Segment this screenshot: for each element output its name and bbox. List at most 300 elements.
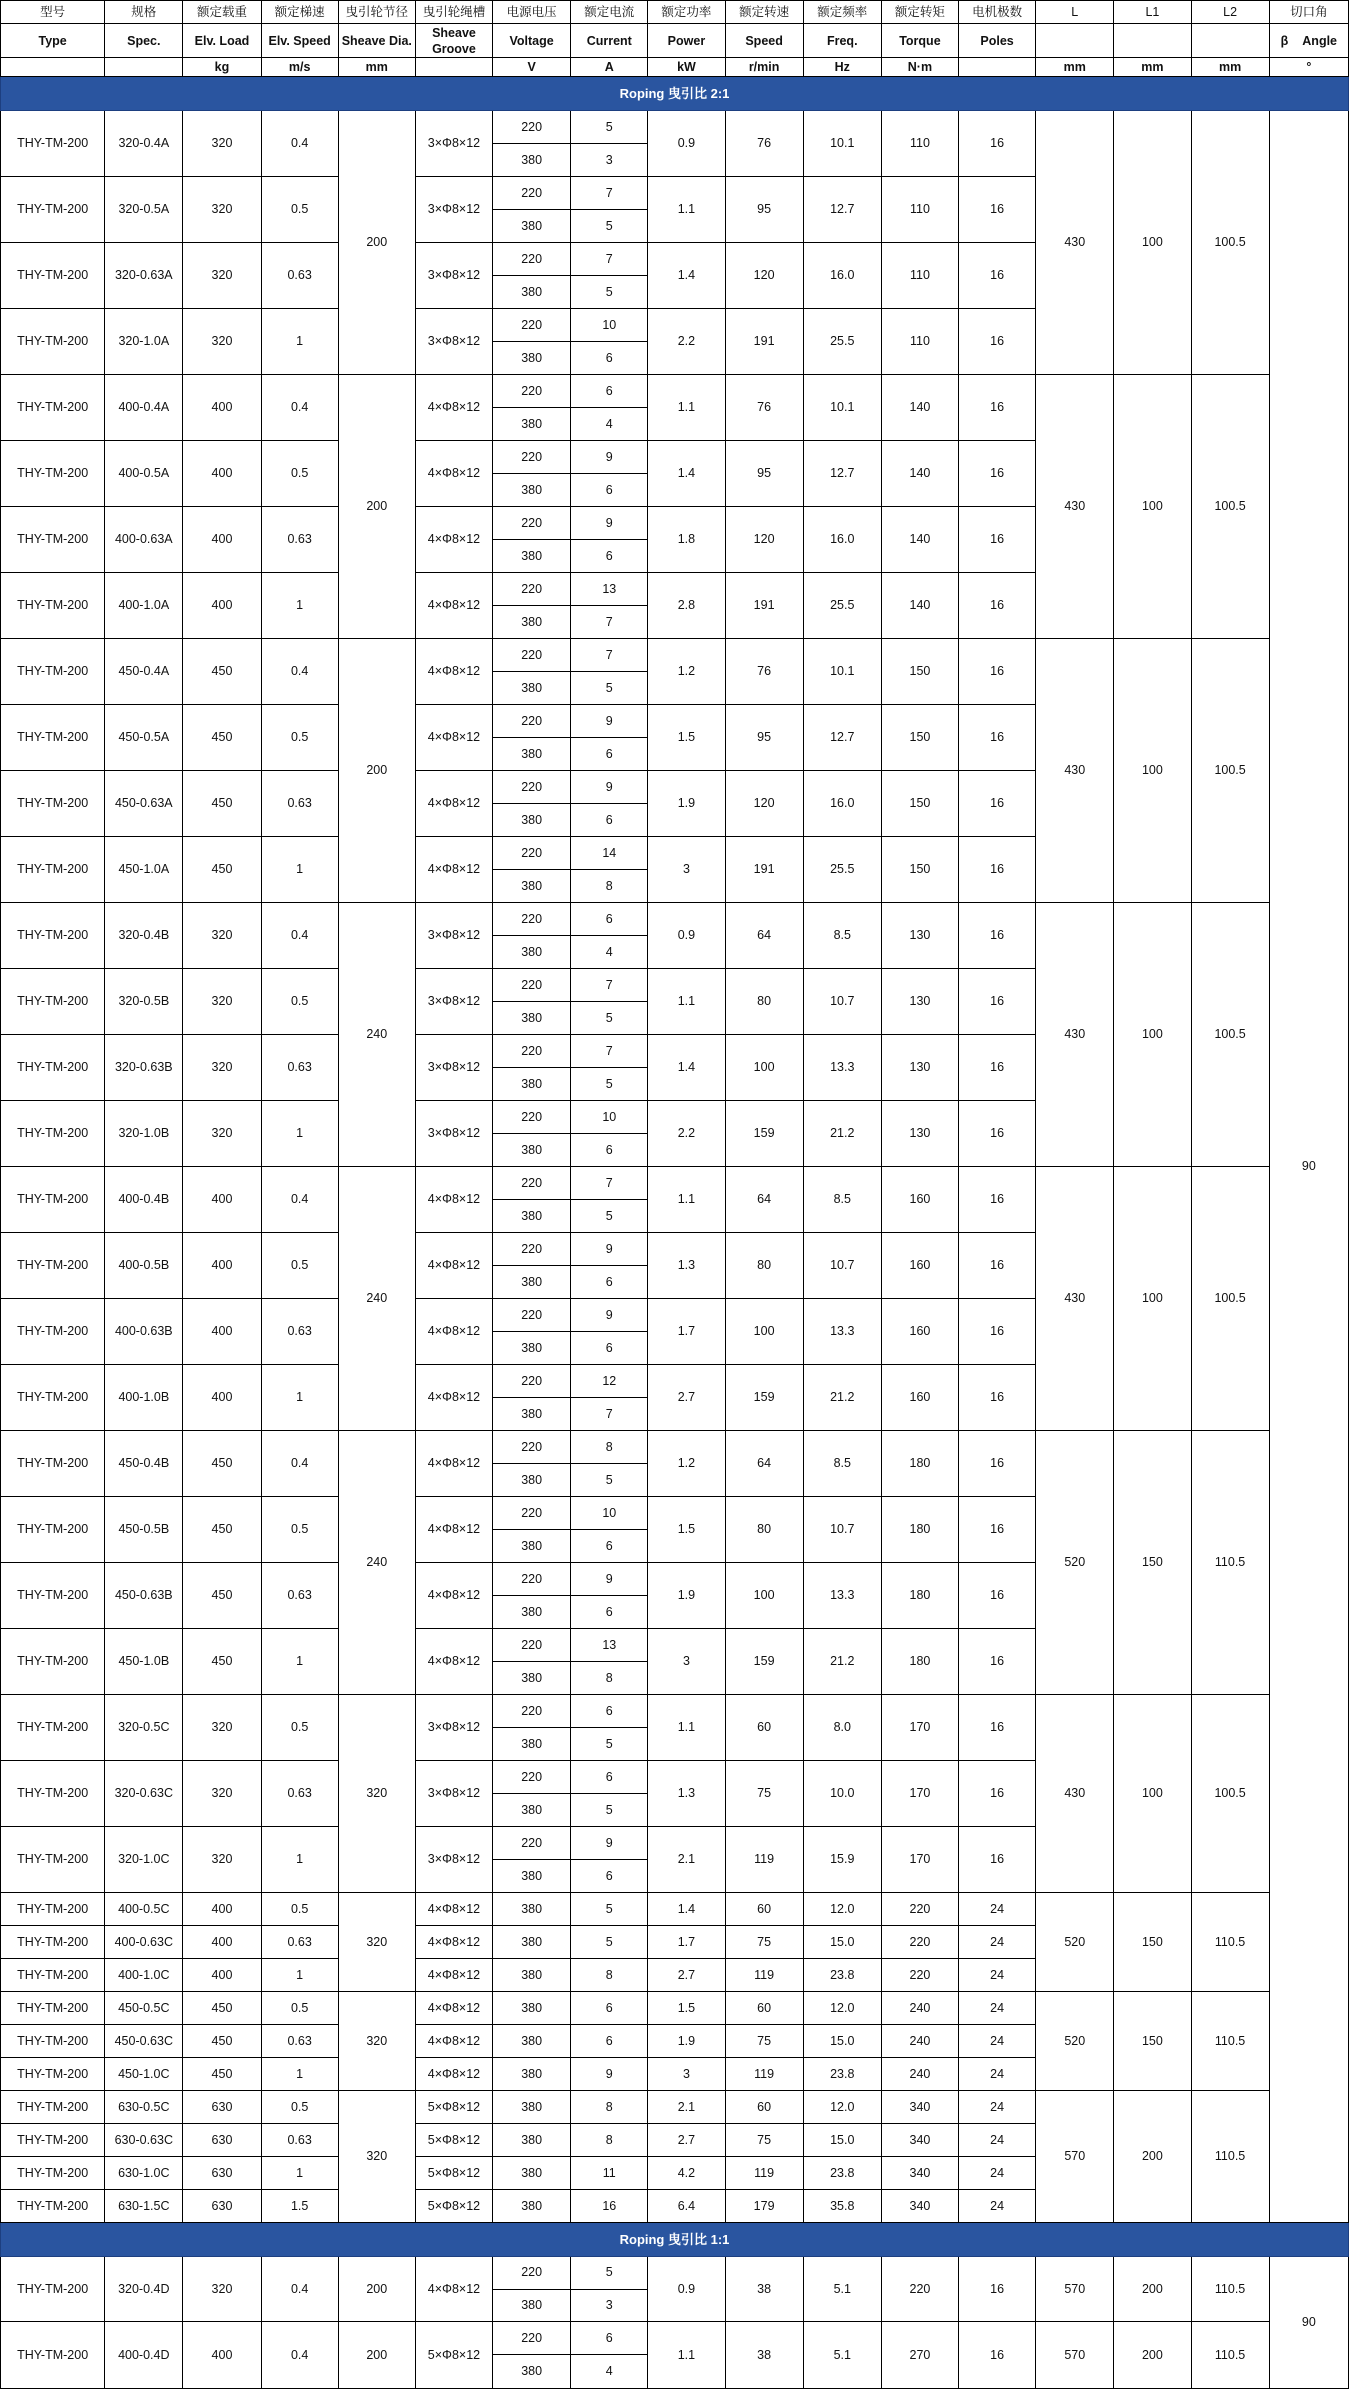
- torque-cell: 150: [881, 705, 958, 771]
- sheave-groove-cell: 3×Φ8×12: [415, 243, 492, 309]
- current-cell: 8: [571, 1959, 648, 1992]
- dim-L-cell: 520: [1036, 1431, 1114, 1695]
- power-cell: 2.2: [648, 309, 725, 375]
- sheave-dia-cell: 320: [338, 2091, 415, 2223]
- sheave-dia-cell: 240: [338, 1431, 415, 1695]
- current-cell: 10: [571, 309, 648, 342]
- spec-cell: 400-0.5B: [105, 1233, 183, 1299]
- current-cell: 4: [571, 408, 648, 441]
- sheave-groove-cell: 4×Φ8×12: [415, 1992, 492, 2025]
- voltage-cell: 380: [493, 1992, 571, 2025]
- current-cell: 9: [571, 1299, 648, 1332]
- current-cell: 6: [571, 1761, 648, 1794]
- header-cn-cell: L1: [1114, 1, 1191, 24]
- power-cell: 2.2: [648, 1101, 725, 1167]
- current-cell: 9: [571, 771, 648, 804]
- current-cell: 6: [571, 342, 648, 375]
- torque-cell: 150: [881, 771, 958, 837]
- torque-cell: 240: [881, 2058, 958, 2091]
- freq-cell: 15.9: [803, 1827, 881, 1893]
- voltage-cell: 380: [493, 276, 571, 309]
- torque-cell: 340: [881, 2190, 958, 2223]
- poles-cell: 24: [959, 2157, 1036, 2190]
- voltage-cell: 220: [493, 1497, 571, 1530]
- freq-cell: 5.1: [803, 2256, 881, 2322]
- current-cell: 13: [571, 1629, 648, 1662]
- speed-cell: 0.63: [261, 1035, 338, 1101]
- dim-L2-cell: 110.5: [1191, 1431, 1269, 1695]
- voltage-cell: 220: [493, 2256, 571, 2289]
- sheave-groove-cell: 4×Φ8×12: [415, 1563, 492, 1629]
- rpm-cell: 100: [725, 1035, 803, 1101]
- torque-cell: 140: [881, 507, 958, 573]
- poles-cell: 16: [959, 1035, 1036, 1101]
- type-cell: THY-TM-200: [1, 837, 105, 903]
- freq-cell: 13.3: [803, 1035, 881, 1101]
- unit-cell: kW: [648, 58, 725, 77]
- type-cell: THY-TM-200: [1, 2124, 105, 2157]
- speed-cell: 0.4: [261, 2322, 338, 2389]
- sheave-dia-cell: 320: [338, 1893, 415, 1992]
- freq-cell: 21.2: [803, 1629, 881, 1695]
- voltage-cell: 220: [493, 705, 571, 738]
- voltage-cell: 220: [493, 639, 571, 672]
- dim-L1-cell: 200: [1114, 2091, 1191, 2223]
- spec-cell: 450-0.4A: [105, 639, 183, 705]
- type-cell: THY-TM-200: [1, 2256, 105, 2322]
- current-cell: 7: [571, 1035, 648, 1068]
- current-cell: 6: [571, 540, 648, 573]
- current-cell: 5: [571, 2256, 648, 2289]
- dim-L2-cell: 110.5: [1191, 2091, 1269, 2223]
- power-cell: 3: [648, 837, 725, 903]
- load-cell: 400: [183, 1959, 261, 1992]
- power-cell: 1.9: [648, 2025, 725, 2058]
- power-cell: 1.5: [648, 1992, 725, 2025]
- sheave-groove-cell: 3×Φ8×12: [415, 1827, 492, 1893]
- speed-cell: 1: [261, 1629, 338, 1695]
- spec-cell: 320-1.0A: [105, 309, 183, 375]
- voltage-cell: 220: [493, 375, 571, 408]
- poles-cell: 24: [959, 1992, 1036, 2025]
- sheave-groove-cell: 4×Φ8×12: [415, 573, 492, 639]
- spec-cell: 400-0.4B: [105, 1167, 183, 1233]
- power-cell: 1.4: [648, 243, 725, 309]
- sheave-groove-cell: 4×Φ8×12: [415, 2058, 492, 2091]
- header-row-en: [1, 24, 1349, 58]
- type-cell: THY-TM-200: [1, 507, 105, 573]
- spec-cell: 400-0.63C: [105, 1926, 183, 1959]
- voltage-cell: 220: [493, 1761, 571, 1794]
- type-cell: THY-TM-200: [1, 1827, 105, 1893]
- spec-cell: 400-0.63A: [105, 507, 183, 573]
- rpm-cell: 120: [725, 243, 803, 309]
- sheave-groove-cell: 5×Φ8×12: [415, 2091, 492, 2124]
- torque-cell: 170: [881, 1695, 958, 1761]
- type-cell: THY-TM-200: [1, 639, 105, 705]
- spec-cell: 320-0.63A: [105, 243, 183, 309]
- voltage-cell: 220: [493, 1035, 571, 1068]
- spec-cell: 450-1.0A: [105, 837, 183, 903]
- spec-cell: 400-0.5C: [105, 1893, 183, 1926]
- sheave-dia-cell: 320: [338, 1695, 415, 1893]
- power-cell: 1.3: [648, 1233, 725, 1299]
- current-cell: 5: [571, 276, 648, 309]
- freq-cell: 16.0: [803, 771, 881, 837]
- sheave-groove-cell: 4×Φ8×12: [415, 705, 492, 771]
- power-cell: 2.8: [648, 573, 725, 639]
- load-cell: 450: [183, 837, 261, 903]
- header-en-cell: Elv. Load: [183, 24, 261, 58]
- dim-L1-cell: 100: [1114, 375, 1191, 639]
- power-cell: 3: [648, 2058, 725, 2091]
- current-cell: 13: [571, 573, 648, 606]
- load-cell: 450: [183, 705, 261, 771]
- torque-cell: 110: [881, 111, 958, 177]
- unit-cell: mm: [1191, 58, 1269, 77]
- rpm-cell: 76: [725, 639, 803, 705]
- header-en-cell: Freq.: [803, 24, 881, 58]
- poles-cell: 16: [959, 639, 1036, 705]
- speed-cell: 0.63: [261, 1926, 338, 1959]
- dim-L-cell: 430: [1036, 375, 1114, 639]
- beta-symbol: β: [1280, 33, 1289, 48]
- current-cell: 5: [571, 672, 648, 705]
- current-cell: 6: [571, 1134, 648, 1167]
- dim-L2-cell: 100.5: [1191, 111, 1269, 375]
- header-cn-cell: 额定转速: [725, 1, 803, 24]
- dim-L2-cell: 100.5: [1191, 375, 1269, 639]
- roping-section-title: Roping 曳引比 2:1: [1, 77, 1349, 111]
- power-cell: 1.1: [648, 375, 725, 441]
- sheave-groove-cell: 3×Φ8×12: [415, 309, 492, 375]
- load-cell: 400: [183, 1893, 261, 1926]
- current-cell: 7: [571, 606, 648, 639]
- speed-cell: 0.4: [261, 2256, 338, 2322]
- sheave-groove-cell: 4×Φ8×12: [415, 441, 492, 507]
- freq-cell: 25.5: [803, 837, 881, 903]
- freq-cell: 15.0: [803, 2025, 881, 2058]
- type-cell: THY-TM-200: [1, 1299, 105, 1365]
- sheave-dia-cell: 320: [338, 1992, 415, 2091]
- power-cell: 1.8: [648, 507, 725, 573]
- load-cell: 320: [183, 177, 261, 243]
- sheave-groove-cell: 4×Φ8×12: [415, 837, 492, 903]
- rpm-cell: 119: [725, 2157, 803, 2190]
- current-cell: 9: [571, 507, 648, 540]
- poles-cell: 16: [959, 309, 1036, 375]
- speed-cell: 0.63: [261, 2025, 338, 2058]
- sheave-groove-cell: 5×Φ8×12: [415, 2124, 492, 2157]
- type-cell: THY-TM-200: [1, 1431, 105, 1497]
- voltage-cell: 220: [493, 1365, 571, 1398]
- type-cell: THY-TM-200: [1, 1926, 105, 1959]
- rpm-cell: 191: [725, 573, 803, 639]
- dim-L2-cell: 110.5: [1191, 2322, 1269, 2389]
- header-cn-cell: 型号: [1, 1, 105, 24]
- power-cell: 6.4: [648, 2190, 725, 2223]
- spec-cell: 630-1.0C: [105, 2157, 183, 2190]
- current-cell: 6: [571, 1530, 648, 1563]
- torque-cell: 140: [881, 375, 958, 441]
- torque-cell: 160: [881, 1167, 958, 1233]
- type-cell: THY-TM-200: [1, 1365, 105, 1431]
- voltage-cell: 380: [493, 2157, 571, 2190]
- load-cell: 320: [183, 2256, 261, 2322]
- dim-L2-cell: 100.5: [1191, 903, 1269, 1167]
- speed-cell: 1: [261, 1365, 338, 1431]
- poles-cell: 16: [959, 2322, 1036, 2389]
- speed-cell: 0.5: [261, 1695, 338, 1761]
- spec-cell: 630-1.5C: [105, 2190, 183, 2223]
- current-cell: 8: [571, 2091, 648, 2124]
- type-cell: THY-TM-200: [1, 705, 105, 771]
- poles-cell: 16: [959, 1167, 1036, 1233]
- spec-cell: 450-0.5A: [105, 705, 183, 771]
- load-cell: 400: [183, 441, 261, 507]
- speed-cell: 0.63: [261, 1563, 338, 1629]
- unit-cell: Hz: [803, 58, 881, 77]
- poles-cell: 24: [959, 2025, 1036, 2058]
- dim-L-cell: 570: [1036, 2256, 1114, 2322]
- speed-cell: 0.5: [261, 1497, 338, 1563]
- poles-cell: 24: [959, 2124, 1036, 2157]
- unit-cell: [959, 58, 1036, 77]
- table-row: [1, 2256, 1349, 2289]
- header-en-cell: Speed: [725, 24, 803, 58]
- freq-cell: 12.0: [803, 2091, 881, 2124]
- speed-cell: 1: [261, 1101, 338, 1167]
- speed-cell: 0.63: [261, 1761, 338, 1827]
- header-en-cell: Sheave Dia.: [338, 24, 415, 58]
- header-en-cell: Type: [1, 24, 105, 58]
- dim-L1-cell: 150: [1114, 1992, 1191, 2091]
- speed-cell: 0.63: [261, 771, 338, 837]
- current-cell: 4: [571, 2355, 648, 2389]
- poles-cell: 16: [959, 837, 1036, 903]
- sheave-groove-cell: 4×Φ8×12: [415, 1926, 492, 1959]
- sheave-groove-cell: 3×Φ8×12: [415, 177, 492, 243]
- freq-cell: 12.0: [803, 1893, 881, 1926]
- load-cell: 320: [183, 969, 261, 1035]
- torque-cell: 150: [881, 837, 958, 903]
- freq-cell: 12.0: [803, 1992, 881, 2025]
- voltage-cell: 220: [493, 441, 571, 474]
- table-row: [1, 1992, 1349, 2025]
- poles-cell: 16: [959, 1299, 1036, 1365]
- power-cell: 1.2: [648, 1431, 725, 1497]
- dim-L1-cell: 200: [1114, 2256, 1191, 2322]
- spec-cell: 450-0.4B: [105, 1431, 183, 1497]
- voltage-cell: 380: [493, 144, 571, 177]
- rpm-cell: 75: [725, 2124, 803, 2157]
- current-cell: 7: [571, 243, 648, 276]
- voltage-cell: 220: [493, 1431, 571, 1464]
- cut-angle-cell: 90: [1269, 111, 1348, 2223]
- torque-cell: 160: [881, 1233, 958, 1299]
- unit-cell: mm: [1114, 58, 1191, 77]
- unit-cell: [415, 58, 492, 77]
- voltage-cell: 220: [493, 309, 571, 342]
- poles-cell: 16: [959, 1497, 1036, 1563]
- poles-cell: 16: [959, 1761, 1036, 1827]
- sheave-groove-cell: 5×Φ8×12: [415, 2322, 492, 2389]
- dim-L2-cell: 100.5: [1191, 639, 1269, 903]
- rpm-cell: 60: [725, 1695, 803, 1761]
- header-cn-cell: 额定电流: [571, 1, 648, 24]
- dim-L1-cell: 100: [1114, 903, 1191, 1167]
- freq-cell: 25.5: [803, 573, 881, 639]
- rpm-cell: 64: [725, 1167, 803, 1233]
- current-cell: 6: [571, 804, 648, 837]
- dim-L-cell: 570: [1036, 2091, 1114, 2223]
- type-cell: THY-TM-200: [1, 2025, 105, 2058]
- speed-cell: 0.4: [261, 375, 338, 441]
- voltage-cell: 380: [493, 1134, 571, 1167]
- cut-angle-cell: 90: [1269, 2256, 1348, 2388]
- voltage-cell: 220: [493, 177, 571, 210]
- torque-cell: 160: [881, 1365, 958, 1431]
- rpm-cell: 119: [725, 2058, 803, 2091]
- sheave-groove-cell: 4×Φ8×12: [415, 1629, 492, 1695]
- power-cell: 1.1: [648, 1695, 725, 1761]
- power-cell: 2.7: [648, 1959, 725, 1992]
- speed-cell: 0.5: [261, 1233, 338, 1299]
- type-cell: THY-TM-200: [1, 243, 105, 309]
- rpm-cell: 75: [725, 2025, 803, 2058]
- voltage-cell: 220: [493, 111, 571, 144]
- sheave-groove-cell: 4×Φ8×12: [415, 1959, 492, 1992]
- spec-cell: 450-0.5C: [105, 1992, 183, 2025]
- torque-cell: 140: [881, 573, 958, 639]
- rpm-cell: 60: [725, 1893, 803, 1926]
- table-row: [1, 2322, 1349, 2355]
- type-cell: THY-TM-200: [1, 1629, 105, 1695]
- dim-L2-cell: 100.5: [1191, 1167, 1269, 1431]
- current-cell: 7: [571, 177, 648, 210]
- spec-cell: 320-1.0B: [105, 1101, 183, 1167]
- poles-cell: 24: [959, 2058, 1036, 2091]
- torque-cell: 240: [881, 2025, 958, 2058]
- voltage-cell: 220: [493, 1233, 571, 1266]
- current-cell: 6: [571, 375, 648, 408]
- voltage-cell: 380: [493, 540, 571, 573]
- current-cell: 4: [571, 936, 648, 969]
- type-cell: THY-TM-200: [1, 1992, 105, 2025]
- speed-cell: 0.4: [261, 1167, 338, 1233]
- poles-cell: 16: [959, 771, 1036, 837]
- torque-cell: 180: [881, 1497, 958, 1563]
- freq-cell: 12.7: [803, 177, 881, 243]
- voltage-cell: 220: [493, 1629, 571, 1662]
- speed-cell: 1.5: [261, 2190, 338, 2223]
- dim-L2-cell: 110.5: [1191, 2256, 1269, 2322]
- dim-L1-cell: 100: [1114, 639, 1191, 903]
- sheave-dia-cell: 240: [338, 1167, 415, 1431]
- voltage-cell: 380: [493, 1728, 571, 1761]
- header-cn-cell: 额定载重: [183, 1, 261, 24]
- current-cell: 9: [571, 1233, 648, 1266]
- speed-cell: 0.5: [261, 2091, 338, 2124]
- power-cell: 1.4: [648, 1035, 725, 1101]
- current-cell: 5: [571, 210, 648, 243]
- rpm-cell: 159: [725, 1629, 803, 1695]
- sheave-groove-cell: 4×Φ8×12: [415, 1431, 492, 1497]
- header-cn-cell: 额定转矩: [881, 1, 958, 24]
- unit-cell: °: [1269, 58, 1348, 77]
- rpm-cell: 60: [725, 1992, 803, 2025]
- load-cell: 630: [183, 2157, 261, 2190]
- current-cell: 6: [571, 2025, 648, 2058]
- power-cell: 1.5: [648, 705, 725, 771]
- voltage-cell: 380: [493, 1266, 571, 1299]
- spec-cell: 450-1.0B: [105, 1629, 183, 1695]
- sheave-groove-cell: 4×Φ8×12: [415, 1497, 492, 1563]
- current-cell: 14: [571, 837, 648, 870]
- voltage-cell: 380: [493, 1002, 571, 1035]
- unit-cell: mm: [338, 58, 415, 77]
- power-cell: 1.3: [648, 1761, 725, 1827]
- header-en-cell: Torque: [881, 24, 958, 58]
- table-row: [1, 1167, 1349, 1200]
- speed-cell: 1: [261, 2157, 338, 2190]
- sheave-dia-cell: 200: [338, 639, 415, 903]
- current-cell: 5: [571, 1464, 648, 1497]
- current-cell: 5: [571, 1926, 648, 1959]
- power-cell: 1.7: [648, 1926, 725, 1959]
- poles-cell: 16: [959, 903, 1036, 969]
- voltage-cell: 380: [493, 1068, 571, 1101]
- speed-cell: 0.5: [261, 441, 338, 507]
- load-cell: 450: [183, 1497, 261, 1563]
- rpm-cell: 191: [725, 837, 803, 903]
- poles-cell: 16: [959, 1233, 1036, 1299]
- current-cell: 12: [571, 1365, 648, 1398]
- sheave-groove-cell: 4×Φ8×12: [415, 771, 492, 837]
- load-cell: 320: [183, 243, 261, 309]
- table-body: [1, 1, 1349, 2389]
- header-cn-cell: 额定梯速: [261, 1, 338, 24]
- header-cn-cell: 电机极数: [959, 1, 1036, 24]
- torque-cell: 240: [881, 1992, 958, 2025]
- torque-cell: 170: [881, 1827, 958, 1893]
- poles-cell: 24: [959, 1926, 1036, 1959]
- spec-cell: 450-0.5B: [105, 1497, 183, 1563]
- header-cn-cell: 切口角: [1269, 1, 1348, 24]
- sheave-groove-cell: 3×Φ8×12: [415, 111, 492, 177]
- load-cell: 400: [183, 507, 261, 573]
- spec-cell: 450-0.63A: [105, 771, 183, 837]
- voltage-cell: 380: [493, 1332, 571, 1365]
- header-en-cell: Elv. Speed: [261, 24, 338, 58]
- header-en-cell: Current: [571, 24, 648, 58]
- sheave-groove-cell: 3×Φ8×12: [415, 1101, 492, 1167]
- power-cell: 1.9: [648, 771, 725, 837]
- rpm-cell: 80: [725, 1233, 803, 1299]
- load-cell: 450: [183, 1629, 261, 1695]
- speed-cell: 0.63: [261, 243, 338, 309]
- rpm-cell: 75: [725, 1926, 803, 1959]
- freq-cell: 8.0: [803, 1695, 881, 1761]
- poles-cell: 16: [959, 2256, 1036, 2322]
- table-row: [1, 1893, 1349, 1926]
- header-cn-cell: 规格: [105, 1, 183, 24]
- roping-section-title: Roping 曳引比 1:1: [1, 2223, 1349, 2257]
- spec-cell: 320-1.0C: [105, 1827, 183, 1893]
- rpm-cell: 120: [725, 771, 803, 837]
- current-cell: 6: [571, 738, 648, 771]
- speed-cell: 1: [261, 2058, 338, 2091]
